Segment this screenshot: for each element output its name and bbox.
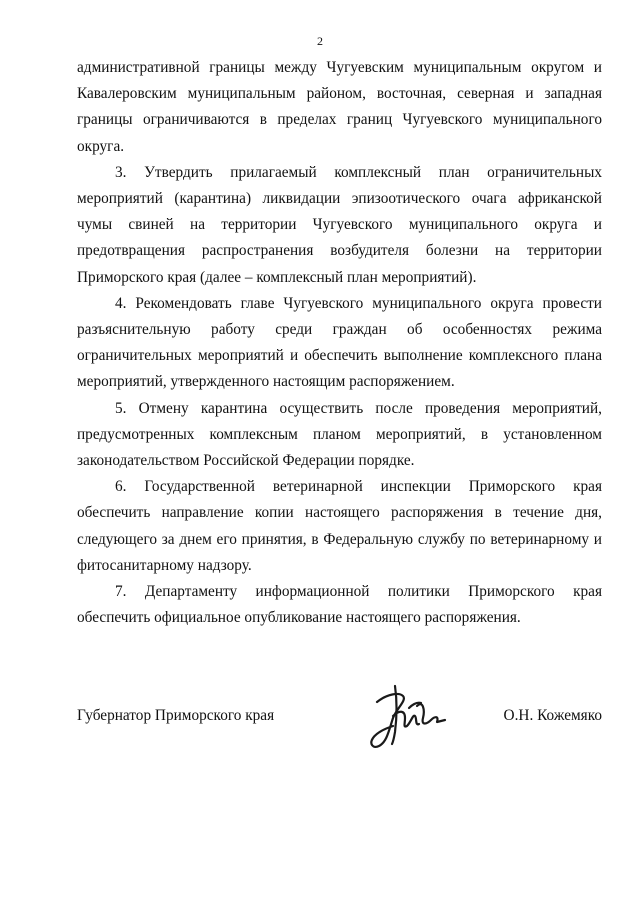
- signer-name: О.Н. Кожемяко: [503, 707, 602, 724]
- page-number: 2: [317, 34, 323, 48]
- signature-block: [77, 672, 602, 772]
- signer-title: Губернатор Приморского края: [77, 707, 275, 724]
- handwritten-signature: [363, 672, 453, 752]
- paragraph-item-4: 4. Рекомендовать главе Чугуевского муниципального округа провести разъяснительную работу среди граждан об особенностях режима ограничительных мероприятий и обеспечить выполнение комплексного плана мероприятий, утвержденного настоящим распоряжением.: [77, 294, 602, 391]
- paragraph-continuation: административной границы между Чугуевским муниципальным округом и Кавалеровским муниципальным районом, восточная, северная и западная границы ограничиваются в пределах границ Чугуевского муниципального округа.: [77, 59, 602, 155]
- paragraph-item-7: 7. Департаменту информационной политики Приморского края обеспечить официальное опубликование настоящего распоряжения.: [77, 583, 602, 627]
- paragraph-item-5: 5. Отмену карантина осуществить после проведения мероприятий, предусмотренных комплексным планом мероприятий, в установленном законодательством Российской Федерации порядке.: [77, 399, 602, 470]
- paragraph-item-3: 3. Утвердить прилагаемый комплексный план ограничительных мероприятий (карантина) ликвидации эпизоотического очага африканской чумы свиней на территории Чугуевского муниципального округа и предотвращения распространения возбудителя болезни на территории Приморского края (далее – комплексный план мероприятий).: [77, 163, 602, 286]
- document-body: [77, 55, 602, 631]
- paragraph-item-6: 6. Государственной ветеринарной инспекции Приморского края обеспечить направление копии настоящего распоряжения в течение дня, следующего за днем его принятия, в Федеральную службу по ветеринарному и фитосанитарному надзору.: [77, 478, 602, 574]
